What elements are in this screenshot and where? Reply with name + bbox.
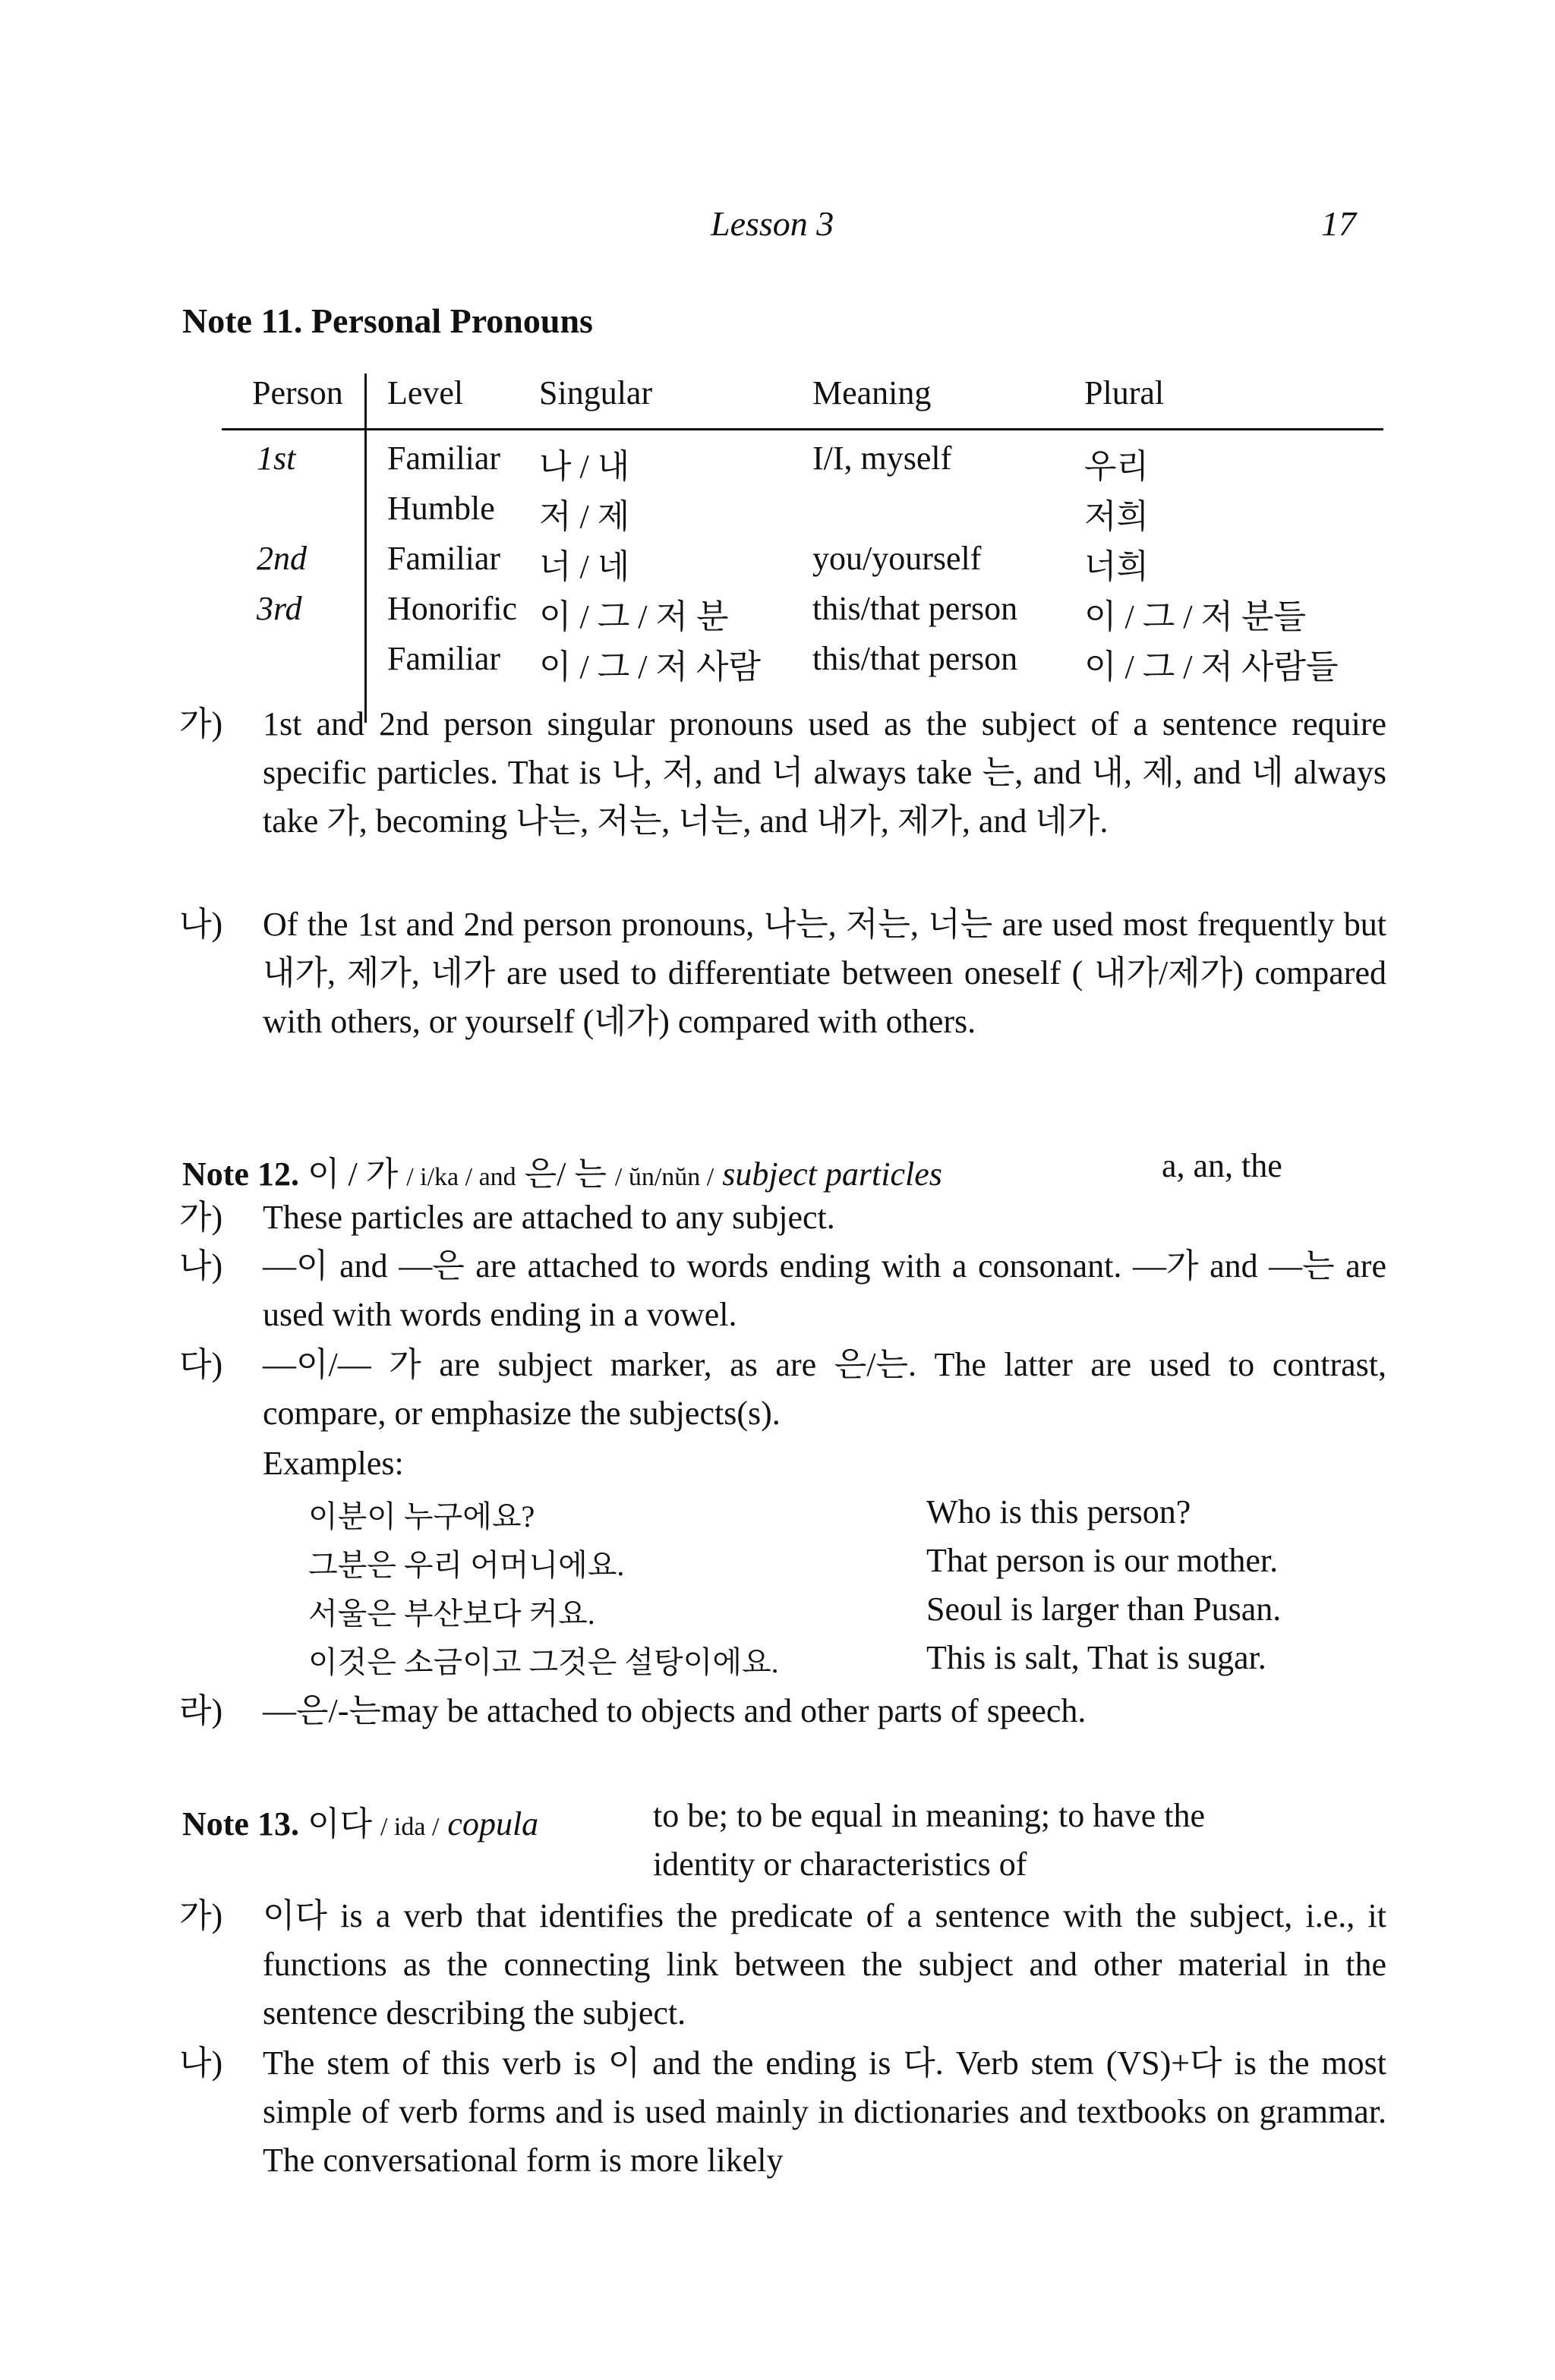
table-cell-singular: 이 / 그 / 저 분 — [539, 598, 729, 635]
column-header-singular: Singular — [539, 374, 653, 411]
table-cell-singular: 저 / 제 — [539, 498, 630, 535]
note-13-romanization: / ida / — [380, 1813, 440, 1841]
table-cell-singular: 나 / 내 — [539, 448, 630, 485]
note-13-label: Note 13. — [182, 1805, 299, 1843]
note-12-gloss: a, an, the — [1162, 1147, 1282, 1184]
note-11-item — [179, 900, 1386, 1098]
item-marker: 나) — [179, 906, 223, 943]
column-header-meaning: Meaning — [812, 374, 932, 411]
note-12-title-korean: 이 / 가 — [307, 1155, 399, 1193]
table-cell-level: Familiar — [387, 540, 501, 577]
note-11-title: Personal Pronouns — [311, 301, 593, 340]
table-cell-plural: 너희 — [1084, 548, 1150, 585]
table-cell-person: 2nd — [257, 540, 307, 577]
item-marker: 라) — [179, 1692, 223, 1729]
item-marker: 가) — [179, 1897, 223, 1934]
table-cell-person: 1st — [257, 440, 296, 477]
item-text: —은/-는may be attached to objects and other parts of speech. — [263, 1692, 1087, 1729]
note-12-romanization-2: / ŭn/nŭn / — [614, 1163, 714, 1191]
item-marker: 다) — [179, 1346, 223, 1383]
note-13-item — [179, 2039, 1386, 2191]
table-cell-level: Honorific — [387, 590, 518, 627]
item-text: —이 and —은 are attached to words ending with a consonant. —가 and —는 are used with words ending in a vowel. — [263, 1247, 1386, 1333]
example-korean: 그분은 우리 어머니에요. — [308, 1548, 625, 1582]
note-13-gloss-continued: identity or characteristics of — [653, 1846, 1027, 1883]
item-marker: 가) — [179, 1199, 223, 1236]
table-cell-singular: 이 / 그 / 저 사람 — [539, 648, 761, 686]
note-13-description: copula — [447, 1805, 539, 1843]
example-english: This is salt, That is sugar. — [926, 1639, 1266, 1676]
table-vertical-rule — [364, 374, 367, 723]
item-text: 1st and 2nd person singular pronouns used as the subject of a sentence require specific particles. That is 나, 저, and 너 always take 는, and 내, 제, and 네 always take 가, becoming 나는, 저는, 너는, and 내가, 제가, and 네가. — [263, 705, 1386, 840]
column-header-person: Person — [252, 374, 343, 411]
example-english: Seoul is larger than Pusan. — [926, 1590, 1282, 1628]
table-cell-meaning: you/yourself — [812, 540, 982, 577]
note-13-heading — [182, 1796, 538, 1845]
note-12-item — [179, 1687, 1386, 1735]
note-12-romanization: / i/ka / and — [406, 1163, 516, 1191]
table-cell-plural: 이 / 그 / 저 분들 — [1084, 598, 1306, 635]
note-12-item — [179, 1242, 1386, 1339]
item-text: The stem of this verb is 이 and the ending is 다. Verb stem (VS)+다 is the most simple of verb forms and is used mainly in dictionaries and textbooks on grammar. The conversational form is more likely — [263, 2044, 1386, 2179]
example-english: Who is this person? — [926, 1493, 1191, 1530]
column-header-level: Level — [387, 374, 464, 411]
note-11-heading — [182, 301, 593, 341]
note-11-item — [179, 700, 1386, 897]
note-12-item — [179, 1341, 1386, 1438]
note-13-title-korean: 이다 — [307, 1805, 372, 1843]
item-marker: 가) — [179, 705, 223, 742]
examples-label: Examples: — [263, 1445, 404, 1482]
item-text: —이/— 가 are subject marker, as are 은/는. The latter are used to contrast, compare, or emphasize the subjects(s). — [263, 1346, 1386, 1432]
example-korean: 이분이 누구에요? — [308, 1499, 535, 1534]
note-12-heading — [182, 1146, 942, 1195]
example-korean: 이것은 소금이고 그것은 설탕이에요. — [308, 1645, 779, 1679]
note-12-description: subject particles — [722, 1155, 942, 1193]
item-text: These particles are attached to any subject. — [263, 1199, 835, 1236]
table-cell-meaning: I/I, myself — [812, 440, 952, 477]
table-cell-meaning: this/that person — [812, 640, 1018, 677]
table-cell-plural: 우리 — [1084, 448, 1150, 485]
note-13-item — [179, 1892, 1386, 2038]
table-cell-level: Familiar — [387, 640, 501, 677]
table-cell-level: Humble — [387, 490, 495, 527]
table-cell-plural: 이 / 그 / 저 사람들 — [1084, 648, 1339, 686]
item-marker: 나) — [179, 1247, 223, 1285]
example-english: That person is our mother. — [926, 1542, 1279, 1579]
note-12-label: Note 12. — [182, 1155, 299, 1193]
page-number: 17 — [1321, 204, 1356, 243]
table-header-rule — [222, 428, 1383, 430]
pronoun-table — [222, 374, 1383, 723]
table-cell-singular: 너 / 네 — [539, 548, 630, 585]
item-text: 이다 is a verb that identifies the predicate of a sentence with the subject, i.e., it functions as the connecting link between the subject and other material in the sentence describing the subject. — [263, 1897, 1386, 2032]
note-12-title-korean-2: 은/ 는 — [524, 1155, 607, 1193]
item-marker: 나) — [179, 2044, 223, 2082]
running-head-title: Lesson 3 — [711, 204, 834, 243]
table-cell-level: Familiar — [387, 440, 501, 477]
note-12-item — [179, 1193, 1386, 1242]
column-header-plural: Plural — [1084, 374, 1165, 411]
table-cell-person: 3rd — [257, 590, 302, 627]
item-text: Of the 1st and 2nd person pronouns, 나는, 저는, 너는 are used most frequently but 내가, 제가, 네가 are used to differentiate between oneself ( 내가/제가) compared with others, or yourself (네가) compared with others. — [263, 906, 1386, 1040]
table-cell-meaning: this/that person — [812, 590, 1018, 627]
note-11-label: Note 11. — [182, 301, 303, 340]
table-cell-plural: 저희 — [1084, 498, 1150, 535]
example-korean: 서울은 부산보다 커요. — [308, 1597, 595, 1631]
note-13-gloss: to be; to be equal in meaning; to have the — [653, 1797, 1206, 1834]
